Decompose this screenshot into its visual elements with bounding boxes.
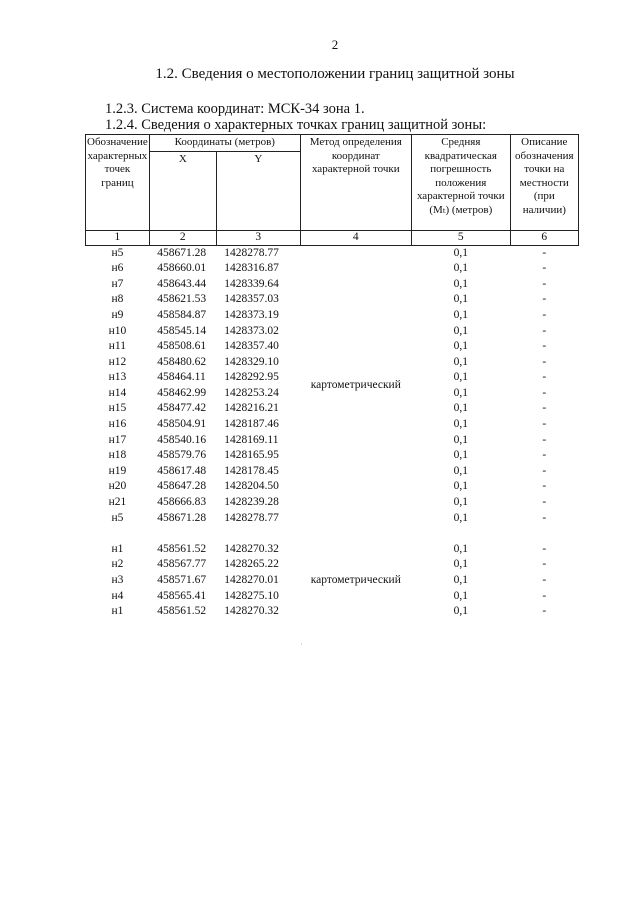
y-coord-cell: 1428373.19 — [224, 308, 279, 321]
y-coord-cell: 1428270.32 — [224, 605, 279, 618]
description-cell: - — [542, 293, 547, 306]
x-coord-cell: 458462.99 — [157, 386, 207, 399]
column-number: 5 — [411, 230, 510, 245]
point-name-cell: н7 — [111, 277, 124, 290]
x-coord-cell: 458660.01 — [157, 262, 207, 275]
x-coord-cell: 458508.61 — [157, 340, 207, 353]
coordinates-table — [85, 134, 579, 620]
table-row — [86, 245, 579, 261]
page-number: 2 — [331, 37, 339, 52]
y-coord-cell: 1428275.10 — [224, 589, 279, 602]
y-coord-cell: 1428278.77 — [224, 246, 279, 259]
point-name-cell: н16 — [108, 418, 127, 431]
column-number: 2 — [149, 230, 216, 245]
header-y: Y — [216, 151, 300, 230]
x-coord-cell: 458480.62 — [157, 355, 207, 368]
error-cell: 0,1 — [453, 340, 468, 353]
x-coord-cell: 458579.76 — [157, 449, 207, 462]
point-name-cell: н8 — [111, 293, 124, 306]
error-cell: 0,1 — [453, 418, 468, 431]
header-point-name: Обозначение характерных точек границ — [86, 135, 150, 231]
error-cell: 0,1 — [453, 402, 468, 415]
description-cell: - — [542, 558, 547, 571]
header-error: Средняя квадратическая погрешность положения характерной точки (Mₜ) (метров) — [411, 135, 510, 231]
point-name-cell: н18 — [108, 449, 127, 462]
point-name-cell: н12 — [108, 355, 127, 368]
column-number: 4 — [300, 230, 411, 245]
table-body — [86, 245, 579, 620]
x-coord-cell: 458671.28 — [157, 511, 207, 524]
y-coord-cell: 1428339.64 — [224, 277, 279, 290]
error-cell: 0,1 — [453, 277, 468, 290]
description-cell: - — [542, 308, 547, 321]
header-method: Метод определения координат характерной точки — [300, 135, 411, 231]
error-cell: 0,1 — [453, 574, 468, 587]
x-coord-cell: 458647.28 — [157, 480, 207, 493]
error-cell: 0,1 — [453, 262, 468, 275]
error-cell: 0,1 — [453, 386, 468, 399]
header-description: Описание обозначения точки на местности (при наличии) — [510, 135, 578, 231]
point-name-cell: н10 — [108, 324, 127, 337]
error-cell: 0,1 — [453, 293, 468, 306]
point-name-cell: н9 — [111, 308, 124, 321]
error-cell: 0,1 — [453, 464, 468, 477]
y-coord-cell: 1428265.22 — [224, 558, 279, 571]
coord-system-line: 1.2.3. Система координат: МСК-34 зона 1. — [105, 101, 365, 117]
y-coord-cell: 1428270.01 — [224, 574, 279, 587]
error-cell: 0,1 — [453, 605, 468, 618]
description-cell: - — [542, 324, 547, 337]
description-cell: - — [542, 262, 547, 275]
x-coord-cell: 458565.41 — [157, 589, 207, 602]
point-name-cell: н17 — [108, 433, 127, 446]
x-coord-cell: 458617.48 — [157, 464, 207, 477]
point-name-cell: н14 — [108, 386, 127, 399]
y-coord-cell: 1428165.95 — [224, 449, 279, 462]
y-coord-cell: 1428204.50 — [224, 480, 279, 493]
description-cell: - — [542, 480, 547, 493]
point-name-cell: н3 — [111, 574, 124, 587]
description-cell: - — [542, 402, 547, 415]
point-name-cell: н20 — [108, 480, 127, 493]
x-coord-cell: 458671.28 — [157, 246, 207, 259]
error-cell: 0,1 — [453, 589, 468, 602]
y-coord-cell: 1428253.24 — [224, 386, 279, 399]
x-coord-cell: 458567.77 — [157, 558, 207, 571]
y-coord-cell: 1428216.21 — [224, 402, 279, 415]
y-coord-cell: 1428357.40 — [224, 340, 279, 353]
y-coord-cell: 1428292.95 — [224, 371, 279, 384]
description-cell: - — [542, 589, 547, 602]
y-coord-cell: 1428316.87 — [224, 262, 279, 275]
description-cell: - — [542, 340, 547, 353]
description-cell: - — [542, 246, 547, 259]
point-name-cell: н21 — [108, 496, 127, 509]
error-cell: 0,1 — [453, 324, 468, 337]
block-spacer — [86, 526, 579, 542]
x-coord-cell: 458464.11 — [157, 371, 206, 384]
description-cell: - — [542, 371, 547, 384]
x-coord-cell: 458504.91 — [157, 418, 207, 431]
y-coord-cell: 1428187.46 — [224, 418, 279, 431]
x-coord-cell: 458561.52 — [157, 605, 207, 618]
y-coord-cell: 1428239.28 — [224, 496, 279, 509]
error-cell: 0,1 — [453, 558, 468, 571]
y-coord-cell: 1428270.32 — [224, 542, 279, 555]
description-cell: - — [542, 433, 547, 446]
column-numbers-row — [86, 230, 579, 245]
description-cell: - — [542, 277, 547, 290]
point-name-cell: н5 — [111, 246, 124, 259]
error-cell: 0,1 — [453, 308, 468, 321]
header-coords-group: Координаты (метров) — [149, 135, 300, 152]
column-number: 3 — [216, 230, 300, 245]
points-title-line: 1.2.4. Сведения о характерных точках границ защитной зоны: — [105, 117, 487, 133]
description-cell: - — [542, 496, 547, 509]
method-cell: картометрический — [310, 574, 401, 587]
point-name-cell: н2 — [111, 558, 124, 571]
x-coord-cell: 458561.52 — [157, 542, 207, 555]
error-cell: 0,1 — [453, 433, 468, 446]
method-cell: картометрический — [310, 379, 401, 392]
section-title: 1.2. Сведения о местоположении границ защитной зоны — [155, 66, 515, 82]
description-cell: - — [542, 418, 547, 431]
description-cell: - — [542, 542, 547, 555]
error-cell: 0,1 — [453, 246, 468, 259]
description-cell: - — [542, 449, 547, 462]
error-cell: 0,1 — [453, 449, 468, 462]
scan-mark: · — [300, 639, 303, 649]
table-row — [86, 542, 579, 558]
error-cell: 0,1 — [453, 480, 468, 493]
x-coord-cell: 458477.42 — [157, 402, 207, 415]
point-name-cell: н19 — [108, 464, 127, 477]
description-cell: - — [542, 464, 547, 477]
point-name-cell: н5 — [111, 511, 124, 524]
y-coord-cell: 1428178.45 — [224, 464, 279, 477]
point-name-cell: н1 — [111, 542, 124, 555]
description-cell: - — [542, 511, 547, 524]
description-cell: - — [542, 386, 547, 399]
error-cell: 0,1 — [453, 542, 468, 555]
error-cell: 0,1 — [453, 511, 468, 524]
x-coord-cell: 458571.67 — [157, 574, 207, 587]
point-name-cell: н4 — [111, 589, 124, 602]
x-coord-cell: 458643.44 — [157, 277, 207, 290]
error-cell: 0,1 — [453, 496, 468, 509]
point-name-cell: н11 — [108, 340, 127, 353]
y-coord-cell: 1428357.03 — [224, 293, 279, 306]
header-x: X — [149, 151, 216, 230]
y-coord-cell: 1428278.77 — [224, 511, 279, 524]
point-name-cell: н13 — [108, 371, 127, 384]
x-coord-cell: 458540.16 — [157, 433, 207, 446]
description-cell: - — [542, 574, 547, 587]
y-coord-cell: 1428373.02 — [224, 324, 279, 337]
column-number: 6 — [510, 230, 578, 245]
x-coord-cell: 458545.14 — [157, 324, 207, 337]
y-coord-cell: 1428169.11 — [224, 433, 279, 446]
x-coord-cell: 458584.87 — [157, 308, 207, 321]
error-cell: 0,1 — [453, 371, 468, 384]
point-name-cell: н1 — [111, 605, 124, 618]
point-name-cell: н15 — [108, 402, 127, 415]
description-cell: - — [542, 355, 547, 368]
description-cell: - — [542, 605, 547, 618]
x-coord-cell: 458621.53 — [157, 293, 207, 306]
point-name-cell: н6 — [111, 262, 124, 275]
error-cell: 0,1 — [453, 355, 468, 368]
y-coord-cell: 1428329.10 — [224, 355, 279, 368]
x-coord-cell: 458666.83 — [157, 496, 207, 509]
column-number: 1 — [86, 230, 150, 245]
